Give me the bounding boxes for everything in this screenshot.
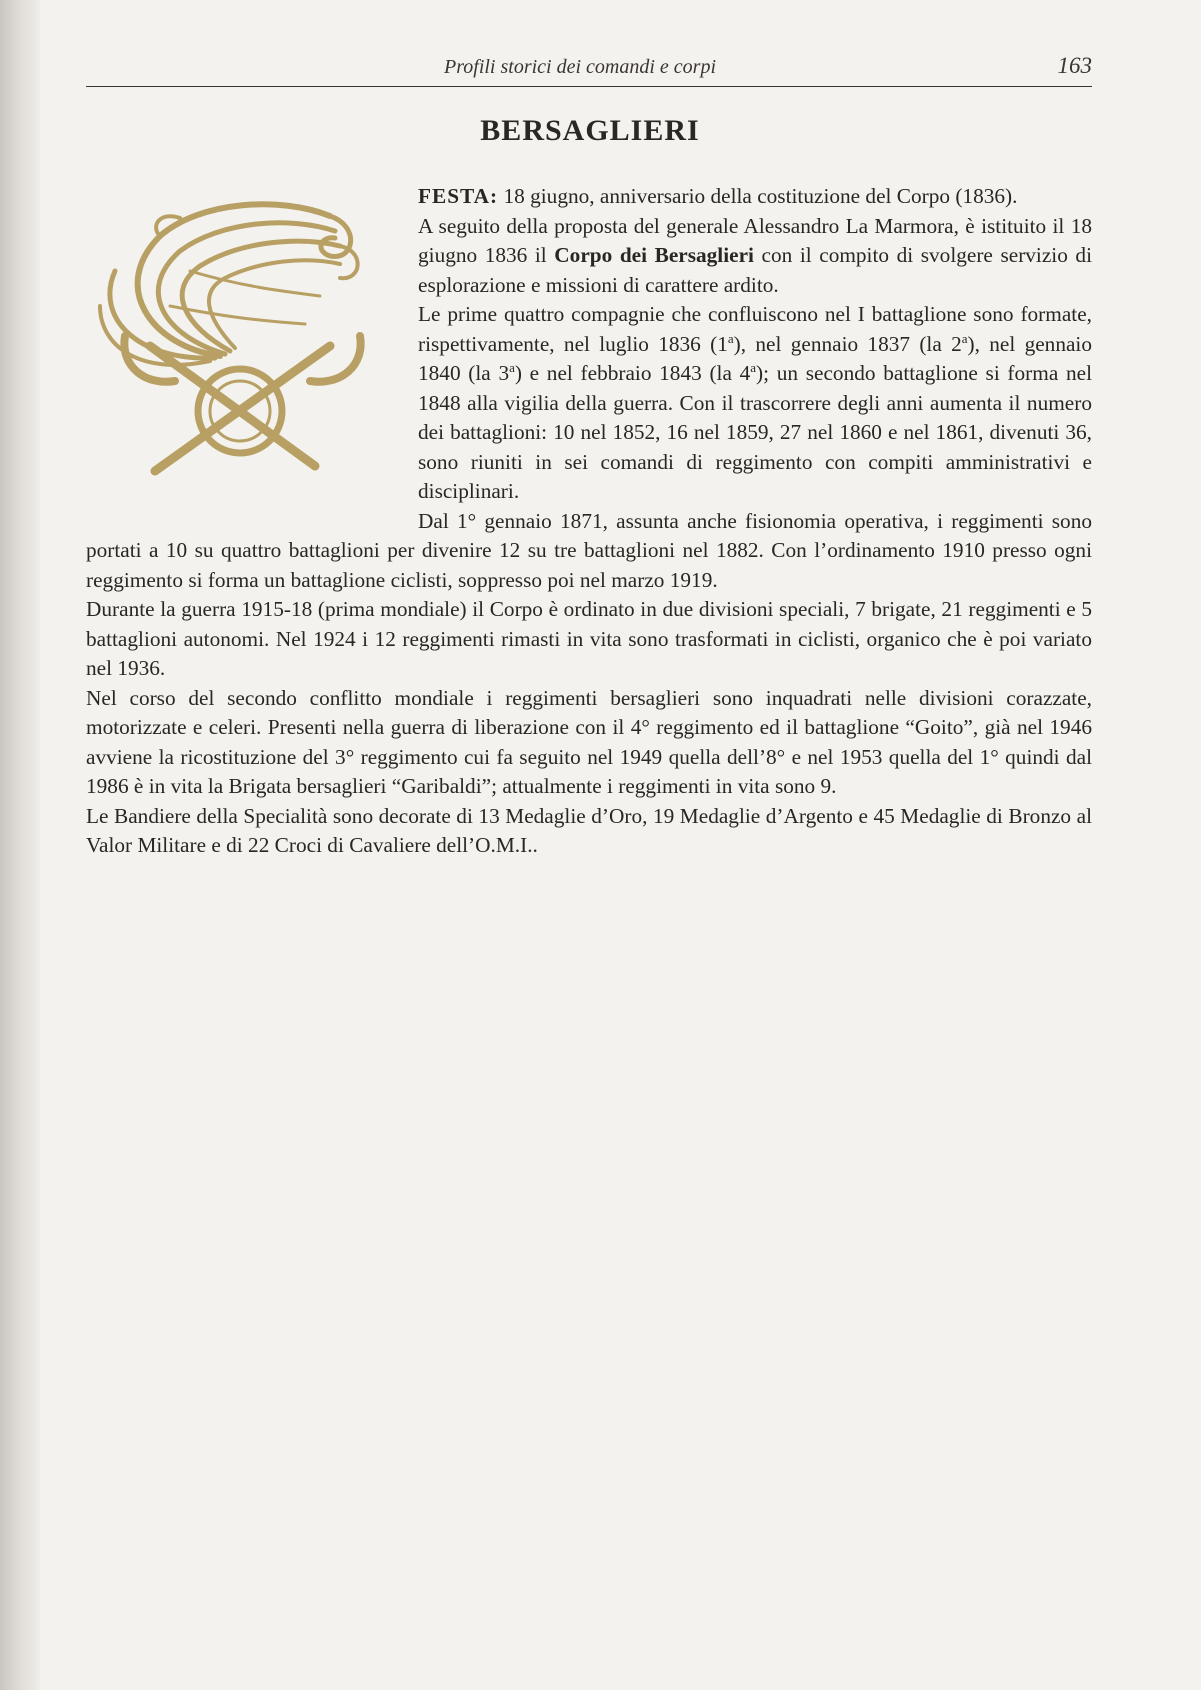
paragraph-decorations: Le Bandiere della Specialità sono decorate di 13 Medaglie d’Oro, 19 Medaglie d’Argento e 45 Medaglie di Bronzo al Valor Militare e di 22 Croci di Cavaliere dell’O.M.I.. [86,803,1092,857]
chapter-title: BERSAGLIERI [480,114,700,147]
festa-label: FESTA: [418,184,499,208]
text-run: A seguito della proposta del generale Alessandro La Marmora, è istituito il 18 giugno 1836 il [418,213,1092,267]
article-body [86,182,1092,861]
paragraph-ww1: Durante la guerra 1915-18 (prima mondiale) il Corpo è ordinato in due divisioni speciali, 7 brigate, 21 reggimenti e 5 battaglioni autonomi. Nel 1924 i 12 reggimenti rimasti in vita sono trasformati in ciclisti, organico che è poi variato nel 1936. [86,597,1092,680]
running-header [86,50,1092,87]
text-run: ) e nel febbraio 1843 (la 4 [514,361,751,385]
superscript: a [727,330,734,346]
paragraph-ww2: Nel corso del secondo conflitto mondiale i reggimenti bersaglieri sono inquadrati nelle divisioni corazzate, motorizzate e celeri. Presenti nella guerra di liberazione con il 4° reggimento ed il battaglione “Goito”, già nel 1946 avviene la ricostituzione del 3° reggimento cui fa seguito nel 1949 quella dell’8° e nel 1953 quella del 1° quindi dal 1986 è in vita la Brigata bersaglieri “Garibaldi”; attualmente i reggimenti in vita sono 9. [86,685,1092,798]
text-run: ), nel gennaio 1837 (la 2 [733,331,962,356]
superscript: a [509,359,515,375]
superscript: a [961,330,968,346]
paragraph-1871: Dal 1° gennaio 1871, assunta anche fisionomia operativa, i reggimenti sono portati a 10 su quattro battaglioni per divenire 12 su tre battaglioni nel 1882. Con l’ordinamento 1910 presso ogni reggimento si forma un battaglione ciclisti, soppresso poi nel marzo 1919. [86,508,1092,592]
text-run: ); un secondo battaglione si forma nel 1848 alla vigilia della guerra. Con il trascorrere degli anni aumenta il numero dei battaglioni: 10 nel 1852, 16 nel 1859, 27 nel 1860 e nel 1861, divenuti 36, sono riuniti in sei comandi di reggimento con compiti amministrativi e disciplinari. [418,361,1092,503]
festa-text: 18 giugno, anniversario della costituzione del Corpo (1836). [498,184,1018,208]
page-gutter-shadow [0,0,40,1690]
page-number: 163 [1057,53,1092,78]
text-run: ), nel gennaio 1840 (la 3 [418,331,1092,385]
running-title: Profili storici dei comandi e corpi [444,56,717,78]
emblem-wrap-space [86,182,418,507]
text-run: Le prime quattro compagnie che confluiscono nel I battaglione sono formate, rispettivamente, nel luglio 1836 (1 [418,302,1092,356]
superscript: a [750,359,757,375]
text-run: con il compito di svolgere servizio di esplorazione e missioni di carattere ardito. [418,243,1092,297]
corps-name: Corpo dei Bersaglieri [554,243,754,267]
